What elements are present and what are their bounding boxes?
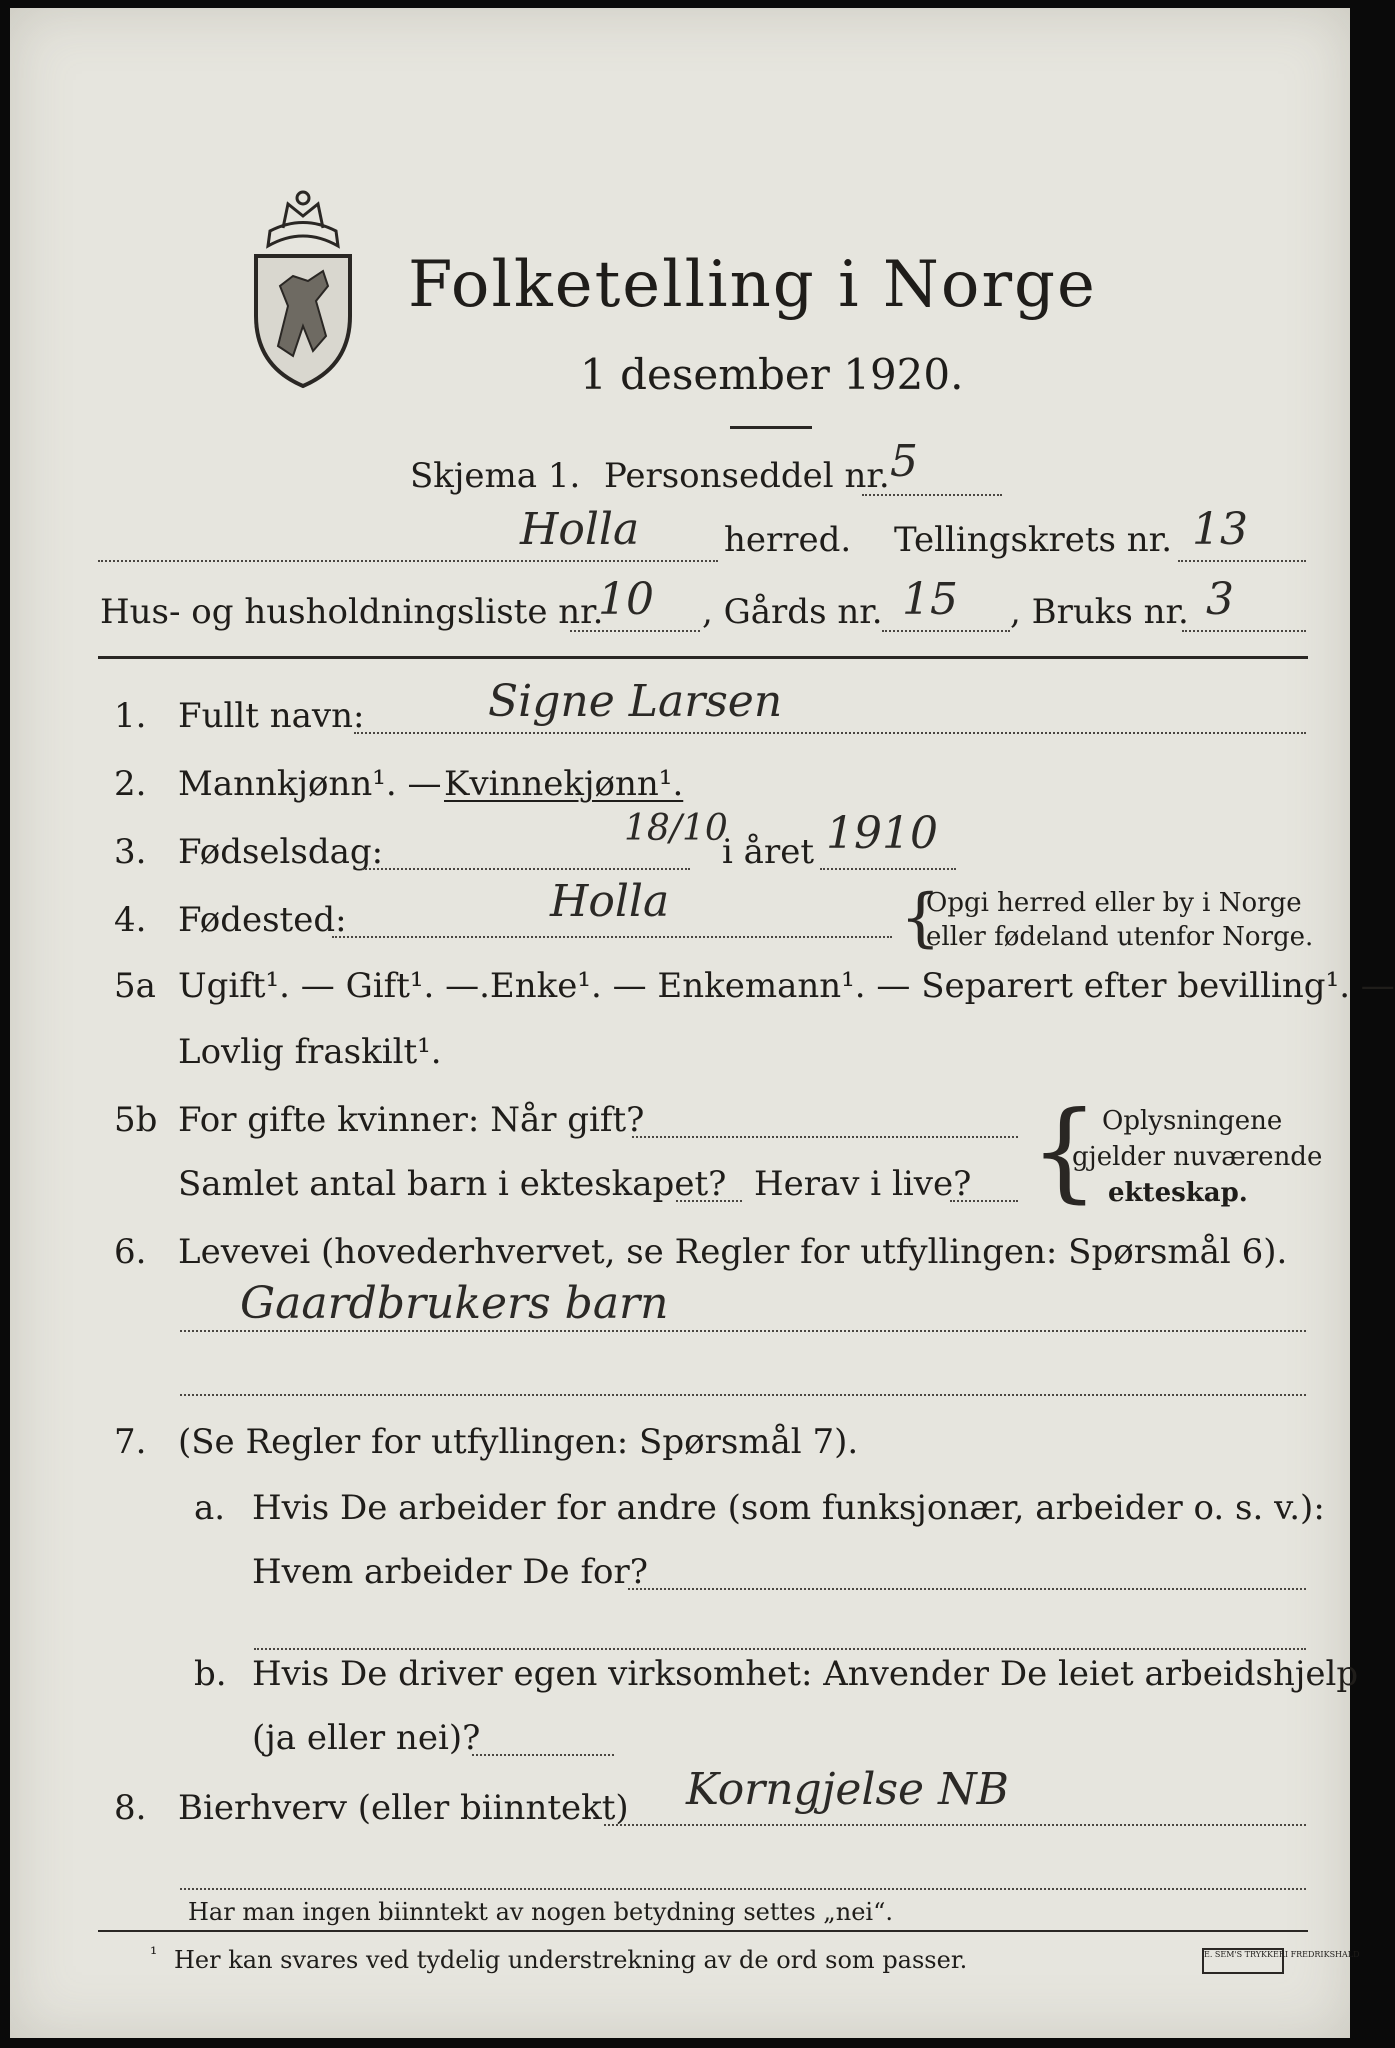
tellingskrets-dots (1178, 560, 1306, 562)
q7a-line1: Hvis De arbeider for andre (som funksjonær, arbeider o. s. v.): (252, 1488, 1325, 1528)
q7b-letter: b. (194, 1654, 227, 1694)
footnote-rule (98, 1930, 1308, 1932)
q5b-alive-dots (950, 1200, 1018, 1202)
gards-value[interactable]: 15 (902, 574, 958, 625)
q5b-line2a: Samlet antal barn i ekteskapet? (178, 1164, 727, 1204)
q7b-dots (472, 1754, 614, 1756)
gards-label: , Gårds nr. (702, 592, 883, 632)
bruks-dots (1182, 630, 1306, 632)
q3-dots (362, 868, 690, 870)
title-divider (730, 426, 812, 429)
q2-number: 2. (114, 764, 147, 804)
q6-number: 6. (114, 1232, 147, 1272)
footnote-mark: ¹ (150, 1944, 158, 1965)
q5b-note-line1: Oplysningene (1102, 1106, 1283, 1136)
q4-note-line2: eller fødeland utenfor Norge. (926, 922, 1314, 952)
q4-note-line1: Opgi herred eller by i Norge (926, 888, 1302, 918)
census-date: 1 desember 1920. (580, 350, 964, 399)
q5b-note-line3: ekteskap. (1108, 1178, 1248, 1208)
q1-number: 1. (114, 696, 147, 736)
bruks-label: , Bruks nr. (1010, 592, 1189, 632)
tellingskrets-value[interactable]: 13 (1192, 504, 1248, 555)
herred-value[interactable]: Holla (520, 504, 640, 555)
full-name-value[interactable]: Signe Larsen (488, 676, 783, 727)
q6-label: Levevei (hovederhvervet, se Regler for utfyllingen: Spørsmål 6). (178, 1232, 1288, 1272)
personseddel-value[interactable]: 5 (890, 436, 918, 487)
hus-dots (570, 630, 700, 632)
occupation-value[interactable]: Gaardbrukers barn (240, 1278, 669, 1329)
q5b-line1: For gifte kvinner: Når gift? (178, 1100, 645, 1140)
q8-dots-2 (180, 1888, 1306, 1890)
hus-value[interactable]: 10 (598, 574, 654, 625)
herred-label: herred. (724, 520, 852, 560)
q2-female-option[interactable]: Kvinnekjønn¹. (444, 764, 684, 804)
q5a-number: 5a (114, 966, 156, 1006)
q6-dots-1 (180, 1330, 1306, 1332)
q8-label: Bierhverv (eller biinntekt) (178, 1788, 629, 1828)
q5b-married-dots (632, 1136, 1018, 1138)
birthplace-value[interactable]: Holla (550, 876, 670, 927)
q7-label: (Se Regler for utfyllingen: Spørsmål 7). (178, 1422, 859, 1462)
q8-dots-1 (604, 1824, 1306, 1826)
birthdate-value[interactable]: 18/10 (624, 808, 728, 849)
q5a-options-line1[interactable]: Ugift¹. — Gift¹. —.Enke¹. — Enkemann¹. — Separert efter bevilling¹. — (178, 966, 1395, 1006)
census-form-page (10, 8, 1395, 2038)
gards-dots (882, 630, 1010, 632)
q3-year-label: i året (722, 832, 814, 872)
q7a-line2: Hvem arbeider De for? (252, 1552, 648, 1592)
q5b-number: 5b (114, 1100, 158, 1140)
herred-dots (98, 560, 718, 562)
q4-number: 4. (114, 900, 147, 940)
q5b-brace: { (1030, 1089, 1099, 1214)
bruks-value[interactable]: 3 (1206, 574, 1234, 625)
tellingskrets-label: Tellingskrets nr. (894, 520, 1173, 560)
q5a-options-line2[interactable]: Lovlig fraskilt¹. (178, 1032, 442, 1072)
footnote-text: Her kan svares ved tydelig understrekning av de ord som passer. (174, 1946, 968, 1974)
q5b-children-dots (676, 1200, 742, 1202)
q7-number: 7. (114, 1422, 147, 1462)
q2-male-option[interactable]: Mannkjønn¹. — (178, 764, 442, 804)
q3-number: 3. (114, 832, 147, 872)
hus-label: Hus- og husholdningsliste nr. (100, 592, 604, 632)
q8-note: Har man ingen biinntekt av nogen betydning settes „nei“. (188, 1898, 893, 1926)
personseddel-dots (862, 494, 1002, 496)
form-title: Folketelling i Norge (408, 248, 1097, 322)
q1-label: Fullt navn: (178, 696, 365, 736)
personseddel-label: Personseddel nr. (604, 456, 890, 496)
q8-number: 8. (114, 1788, 147, 1828)
q3-label: Fødselsdag: (178, 832, 384, 872)
skjema-label: Skjema 1. (410, 456, 581, 496)
q1-dots (354, 732, 1306, 734)
q4-label: Fødested: (178, 900, 347, 940)
header-rule (98, 656, 1308, 659)
q7a-letter: a. (194, 1488, 226, 1528)
q7a-dots-1 (628, 1588, 1306, 1590)
q7a-dots-2 (254, 1648, 1306, 1650)
q4-brace: { (900, 881, 941, 955)
printer-stamp: E. SEM'S TRYKKERI FREDRIKSHALD (1202, 1948, 1284, 1974)
q4-dots (332, 936, 892, 938)
q7b-line1: Hvis De driver egen virksomhet: Anvender De leiet arbeidshjelp (252, 1654, 1359, 1694)
q7b-line2: (ja eller nei)? (252, 1718, 481, 1758)
q3-year-dots (820, 868, 956, 870)
secondary-income-value[interactable]: Korngjelse NB (686, 1764, 1009, 1815)
q5b-note-line2: gjelder nuværende (1072, 1142, 1323, 1172)
q5b-line2b: Herav i live? (754, 1164, 972, 1204)
birth-year-value[interactable]: 1910 (826, 808, 938, 859)
q6-dots-2 (180, 1394, 1306, 1396)
norwegian-coat-of-arms-icon (248, 186, 358, 395)
